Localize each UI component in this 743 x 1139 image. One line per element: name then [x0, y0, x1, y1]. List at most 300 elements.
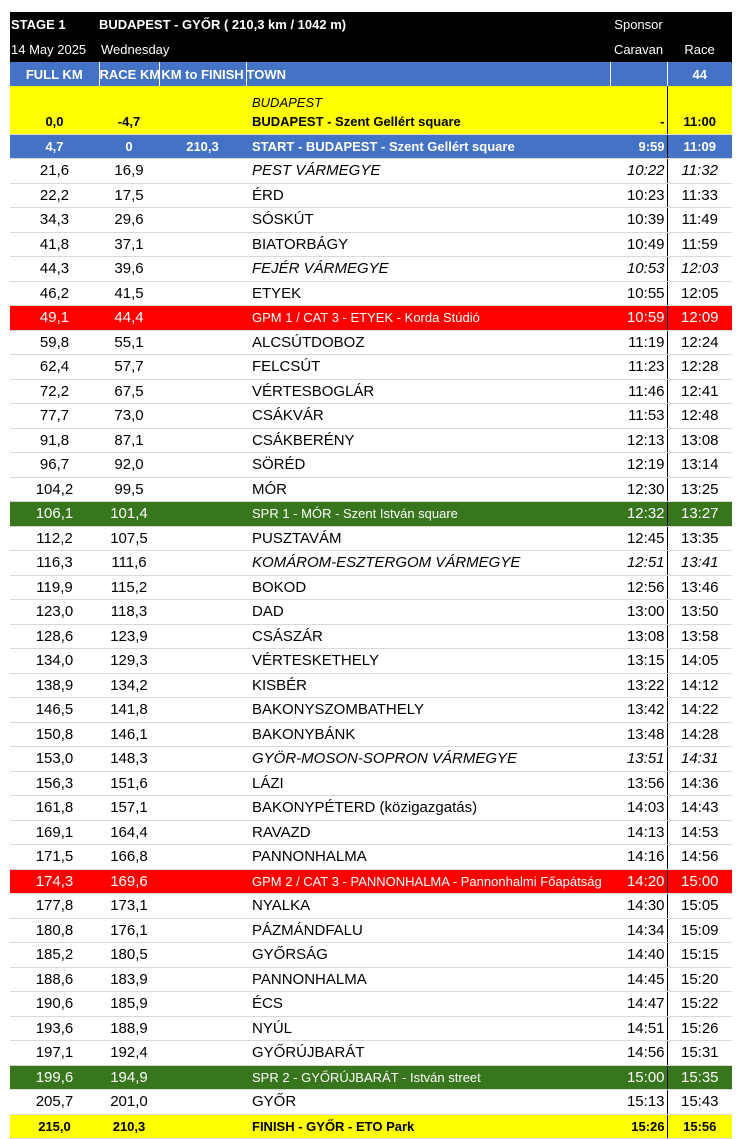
col-race-km: RACE KM [99, 62, 159, 86]
cell-race-time: 12:28 [667, 355, 732, 380]
cell-town: PÁZMÁNDFALU [246, 918, 610, 943]
cell-race-km: 87,1 [99, 428, 159, 453]
itinerary-table [10, 12, 732, 1139]
table-row [10, 649, 732, 674]
table-row [10, 1090, 732, 1115]
table-row [10, 551, 732, 576]
cell-town: CSÁKBERÉNY [246, 428, 610, 453]
cell-race-km: 101,4 [99, 502, 159, 527]
table-row [10, 134, 732, 159]
cell-race-km: 176,1 [99, 918, 159, 943]
cell-km-to-finish [159, 1016, 246, 1041]
cell-race-time: 13:08 [667, 428, 732, 453]
cell-caravan-time: 14:45 [610, 967, 667, 992]
table-row [10, 575, 732, 600]
cell-town: FINISH - GYŐR - ETO Park [246, 1114, 610, 1139]
cell-race-time: 13:41 [667, 551, 732, 576]
cell-full-km: 156,3 [10, 771, 99, 796]
cell-caravan-time: 11:23 [610, 355, 667, 380]
cell-race-time: 15:43 [667, 1090, 732, 1115]
cell-race-time: 13:14 [667, 453, 732, 478]
cell-km-to-finish [159, 477, 246, 502]
cell-full-km: 169,1 [10, 820, 99, 845]
cell-town: BAKONYSZOMBATHELY [246, 698, 610, 723]
cell-town: NYÚL [246, 1016, 610, 1041]
cell-race-km: 107,5 [99, 526, 159, 551]
cell-race-time: 11:59 [667, 232, 732, 257]
cell-full-km: 59,8 [10, 330, 99, 355]
cell-caravan-time: 12:45 [610, 526, 667, 551]
cell-caravan-time: 13:00 [610, 600, 667, 625]
cell-race-time: 15:31 [667, 1041, 732, 1066]
cell-race-km: 39,6 [99, 257, 159, 282]
table-row [10, 1114, 732, 1139]
cell-race-time: 14:12 [667, 673, 732, 698]
cell-full-km: 123,0 [10, 600, 99, 625]
cell-full-km: 174,3 [10, 869, 99, 894]
cell-race-time: 13:58 [667, 624, 732, 649]
cell-caravan-time: 15:13 [610, 1090, 667, 1115]
cell-race-km: 164,4 [99, 820, 159, 845]
table-row [10, 967, 732, 992]
cell-race-km: 146,1 [99, 722, 159, 747]
cell-town: START - BUDAPEST - Szent Gellért square [246, 134, 610, 159]
cell-km-to-finish [159, 992, 246, 1017]
cell-town: ALCSÚTDOBOZ [246, 330, 610, 355]
cell-race-km: 37,1 [99, 232, 159, 257]
cell-caravan-time: 10:39 [610, 208, 667, 233]
cell-race-km: 57,7 [99, 355, 159, 380]
cell-town: GPM 2 / CAT 3 - PANNONHALMA - Pannonhalmi Főapátság [246, 869, 610, 894]
cell-full-km: 138,9 [10, 673, 99, 698]
cell-caravan-time: 10:59 [610, 306, 667, 331]
cell-km-to-finish [159, 943, 246, 968]
cell-full-km: 34,3 [10, 208, 99, 233]
cell-race-km: 194,9 [99, 1065, 159, 1090]
cell-caravan-time: 13:42 [610, 698, 667, 723]
cell-town: KISBÉR [246, 673, 610, 698]
cell-caravan-time: 10:49 [610, 232, 667, 257]
table-row [10, 232, 732, 257]
cell-race-time: 13:27 [667, 502, 732, 527]
cell-caravan-time: 13:48 [610, 722, 667, 747]
cell-km-to-finish [159, 869, 246, 894]
cell-full-km: 72,2 [10, 379, 99, 404]
table-row [10, 796, 732, 821]
cell-km-to-finish [159, 551, 246, 576]
cell-race-km: 157,1 [99, 796, 159, 821]
table-row [10, 526, 732, 551]
sponsor-label: Sponsor [610, 12, 667, 37]
cell-km-to-finish [159, 722, 246, 747]
table-row [10, 673, 732, 698]
cell-race-time: 11:49 [667, 208, 732, 233]
cell-town: SPR 1 - MÓR - Szent István square [246, 502, 610, 527]
cell-caravan-time: 12:56 [610, 575, 667, 600]
table-row [10, 159, 732, 184]
cell-race-time: 12:41 [667, 379, 732, 404]
table-row [10, 918, 732, 943]
cell-race-time: 13:46 [667, 575, 732, 600]
cell-town: GYŐR [246, 1090, 610, 1115]
cell-race-time: 15:35 [667, 1065, 732, 1090]
cell-race-km: 115,2 [99, 575, 159, 600]
cell-full-km: 77,7 [10, 404, 99, 429]
cell-race-km: 41,5 [99, 281, 159, 306]
table-row [10, 355, 732, 380]
cell-town: BAKONYPÉTERD (közigazgatás) [246, 796, 610, 821]
cell-race-time: 15:15 [667, 943, 732, 968]
cell-town: SÓSKÚT [246, 208, 610, 233]
cell-town: KOMÁROM-ESZTERGOM VÁRMEGYE [246, 551, 610, 576]
table-row [10, 600, 732, 625]
cell-race-km: 0 [99, 134, 159, 159]
cell-km-to-finish [159, 428, 246, 453]
header-row-2 [10, 37, 732, 62]
table-row [10, 404, 732, 429]
table-row [10, 306, 732, 331]
cell-race-km: 173,1 [99, 894, 159, 919]
cell-full-km: 128,6 [10, 624, 99, 649]
cell-race-km: 123,9 [99, 624, 159, 649]
cell-caravan-time: 14:20 [610, 869, 667, 894]
cell-km-to-finish [159, 355, 246, 380]
cell-km-to-finish [159, 232, 246, 257]
cell-race-time: 13:35 [667, 526, 732, 551]
cell-km-to-finish [159, 845, 246, 870]
cell-full-km: 104,2 [10, 477, 99, 502]
table-row [10, 428, 732, 453]
cell-km-to-finish [159, 698, 246, 723]
cell-full-km: 21,6 [10, 159, 99, 184]
cell-race-km: 29,6 [99, 208, 159, 233]
col-km-to-finish: KM to FINISH [159, 62, 246, 86]
cell-race-time: 14:22 [667, 698, 732, 723]
cell-km-to-finish [159, 747, 246, 772]
table-row [10, 820, 732, 845]
column-header-row [10, 62, 732, 86]
stage-weekday: Wednesday [159, 37, 610, 62]
cell-race-km: 151,6 [99, 771, 159, 796]
cell-full-km: 190,6 [10, 992, 99, 1017]
cell-race-time: 15:56 [667, 1114, 732, 1139]
cell-full-km: 215,0 [10, 1114, 99, 1139]
cell-km-to-finish [159, 1114, 246, 1139]
cell-race-km: 192,4 [99, 1041, 159, 1066]
cell-caravan-time: 10:55 [610, 281, 667, 306]
cell-caravan-time: 12:13 [610, 428, 667, 453]
cell-km-to-finish [159, 771, 246, 796]
cell-race-km: 188,9 [99, 1016, 159, 1041]
caravan-label: Caravan [610, 37, 667, 62]
cell-full-km: 44,3 [10, 257, 99, 282]
cell-full-km: 180,8 [10, 918, 99, 943]
table-row [10, 992, 732, 1017]
cell-km-to-finish [159, 502, 246, 527]
cell-km-to-finish [159, 281, 246, 306]
table-row [10, 845, 732, 870]
table-row [10, 453, 732, 478]
table-row [10, 771, 732, 796]
cell-km-to-finish [159, 404, 246, 429]
cell-caravan-time: 11:19 [610, 330, 667, 355]
cell-km-to-finish [159, 967, 246, 992]
cell-town: FEJÉR VÁRMEGYE [246, 257, 610, 282]
cell-km-to-finish [159, 110, 246, 134]
col-speed: 44 [667, 62, 732, 86]
cell-caravan-time: - [610, 110, 667, 134]
cell-km-to-finish [159, 1041, 246, 1066]
cell-full-km: 41,8 [10, 232, 99, 257]
cell-km-to-finish [159, 159, 246, 184]
cell-full-km: 171,5 [10, 845, 99, 870]
cell-caravan-time: 14:47 [610, 992, 667, 1017]
cell-full-km: 62,4 [10, 355, 99, 380]
cell-race-km: 118,3 [99, 600, 159, 625]
cell-km-to-finish [159, 453, 246, 478]
cell-km-to-finish [159, 649, 246, 674]
cell-race-km: 16,9 [99, 159, 159, 184]
cell-full-km: 199,6 [10, 1065, 99, 1090]
cell-race-time: 14:05 [667, 649, 732, 674]
cell-race-km: 169,6 [99, 869, 159, 894]
cell-caravan-time: 9:59 [610, 134, 667, 159]
cell-caravan-time: 11:53 [610, 404, 667, 429]
cell-town: ÉCS [246, 992, 610, 1017]
cell-km-to-finish [159, 183, 246, 208]
cell-race-time: 11:00 [667, 110, 732, 134]
cell-caravan-time: 13:08 [610, 624, 667, 649]
cell-race-time: 15:09 [667, 918, 732, 943]
cell-full-km: 146,5 [10, 698, 99, 723]
cell-race-time: 15:20 [667, 967, 732, 992]
table-row [10, 1016, 732, 1041]
cell-race-time: 12:09 [667, 306, 732, 331]
cell-km-to-finish [159, 575, 246, 600]
cell-caravan-time: 14:13 [610, 820, 667, 845]
cell-race-time: 13:25 [667, 477, 732, 502]
cell-race-time: 14:36 [667, 771, 732, 796]
cell-caravan-time: 14:30 [610, 894, 667, 919]
cell-full-km: 106,1 [10, 502, 99, 527]
cell-race-time: 15:05 [667, 894, 732, 919]
cell-town: RAVAZD [246, 820, 610, 845]
cell-town: BAKONYBÁNK [246, 722, 610, 747]
cell-town: PANNONHALMA [246, 845, 610, 870]
cell-race-time: 14:53 [667, 820, 732, 845]
cell-km-to-finish [159, 379, 246, 404]
table-row [10, 281, 732, 306]
cell-caravan-time: 12:30 [610, 477, 667, 502]
cell-km-to-finish [159, 1090, 246, 1115]
cell-full-km: 116,3 [10, 551, 99, 576]
cell-race-km: 44,4 [99, 306, 159, 331]
cell-town: BIATORBÁGY [246, 232, 610, 257]
cell-town: PEST VÁRMEGYE [246, 159, 610, 184]
table-row [10, 1041, 732, 1066]
cell-km-to-finish [159, 526, 246, 551]
cell-race-km: -4,7 [99, 110, 159, 134]
cell-caravan-time: 11:46 [610, 379, 667, 404]
cell-race-km: 67,5 [99, 379, 159, 404]
cell-full-km: 119,9 [10, 575, 99, 600]
table-row [10, 624, 732, 649]
cell-race-time: 12:05 [667, 281, 732, 306]
stage-label: STAGE 1 [10, 12, 99, 37]
cell-race-km: 185,9 [99, 992, 159, 1017]
cell-caravan-time: 10:23 [610, 183, 667, 208]
table-row [10, 110, 732, 134]
cell-race-km: 73,0 [99, 404, 159, 429]
table-row [10, 330, 732, 355]
cell-town: PUSZTAVÁM [246, 526, 610, 551]
cell-full-km: 0,0 [10, 110, 99, 134]
cell-caravan-time: 14:16 [610, 845, 667, 870]
cell-race-km: 166,8 [99, 845, 159, 870]
table-row [10, 1065, 732, 1090]
cell-km-to-finish [159, 1065, 246, 1090]
stage-date: 14 May 2025 [10, 37, 159, 62]
cell-caravan-time: 13:56 [610, 771, 667, 796]
cell-race-km: 134,2 [99, 673, 159, 698]
cell-caravan-time: 14:40 [610, 943, 667, 968]
cell-km-to-finish [159, 257, 246, 282]
cell-race-time: 11:09 [667, 134, 732, 159]
table-row [10, 943, 732, 968]
cell-town: CSÁKVÁR [246, 404, 610, 429]
cell-km-to-finish [159, 820, 246, 845]
cell-caravan-time: 12:51 [610, 551, 667, 576]
cell-town: CSÁSZÁR [246, 624, 610, 649]
cell-caravan-time: 14:56 [610, 1041, 667, 1066]
cell-full-km: 49,1 [10, 306, 99, 331]
cell-town: ÉRD [246, 183, 610, 208]
cell-town: BUDAPEST - Szent Gellért square [246, 110, 610, 134]
cell-race-time: 13:50 [667, 600, 732, 625]
cell-full-km: 177,8 [10, 894, 99, 919]
cell-km-to-finish [159, 306, 246, 331]
cell-caravan-time: 14:34 [610, 918, 667, 943]
cell-town: SÖRÉD [246, 453, 610, 478]
cell-km-to-finish [159, 918, 246, 943]
table-row [10, 183, 732, 208]
cell-town: GYŐRÚJBARÁT [246, 1041, 610, 1066]
cell-caravan-time: 12:19 [610, 453, 667, 478]
cell-km-to-finish: 210,3 [159, 134, 246, 159]
table-row [10, 722, 732, 747]
cell-town: NYALKA [246, 894, 610, 919]
route-title: BUDAPEST - GYŐR ( 210,3 km / 1042 m) [99, 12, 610, 37]
cell-race-time: 15:22 [667, 992, 732, 1017]
cell-km-to-finish [159, 330, 246, 355]
cell-caravan-time: 13:22 [610, 673, 667, 698]
cell-race-km: 55,1 [99, 330, 159, 355]
cell-town: BOKOD [246, 575, 610, 600]
cell-race-time: 12:48 [667, 404, 732, 429]
cell-caravan-time: 15:26 [610, 1114, 667, 1139]
cell-race-time: 14:28 [667, 722, 732, 747]
cell-race-km: 183,9 [99, 967, 159, 992]
cell-town: GYŐRSÁG [246, 943, 610, 968]
table-row [10, 379, 732, 404]
cell-km-to-finish [159, 624, 246, 649]
cell-race-time: 14:31 [667, 747, 732, 772]
cell-full-km: 4,7 [10, 134, 99, 159]
cell-town: GYÖR-MOSON-SOPRON VÁRMEGYE [246, 747, 610, 772]
table-row [10, 869, 732, 894]
cell-race-time: 14:56 [667, 845, 732, 870]
cell-town: ETYEK [246, 281, 610, 306]
itinerary-sheet [10, 12, 732, 1139]
table-row [10, 257, 732, 282]
cell-race-time: 11:32 [667, 159, 732, 184]
cell-full-km: 150,8 [10, 722, 99, 747]
race-label: Race [667, 37, 732, 62]
cell-town: PANNONHALMA [246, 967, 610, 992]
cell-caravan-time: 13:51 [610, 747, 667, 772]
cell-km-to-finish [159, 600, 246, 625]
cell-race-km: 99,5 [99, 477, 159, 502]
table-row [10, 747, 732, 772]
cell-race-time: 15:00 [667, 869, 732, 894]
cell-race-km: 210,3 [99, 1114, 159, 1139]
cell-race-km: 201,0 [99, 1090, 159, 1115]
cell-full-km: 188,6 [10, 967, 99, 992]
cell-caravan-time: 10:22 [610, 159, 667, 184]
cell-caravan-time: 13:15 [610, 649, 667, 674]
table-row [10, 894, 732, 919]
cell-full-km: 91,8 [10, 428, 99, 453]
cell-town: DAD [246, 600, 610, 625]
cell-race-km: 148,3 [99, 747, 159, 772]
city-label: BUDAPEST [246, 86, 610, 110]
cell-km-to-finish [159, 673, 246, 698]
cell-race-time: 12:03 [667, 257, 732, 282]
cell-full-km: 96,7 [10, 453, 99, 478]
cell-full-km: 197,1 [10, 1041, 99, 1066]
cell-town: SPR 2 - GYŐRÚJBARÁT - István street [246, 1065, 610, 1090]
cell-race-km: 129,3 [99, 649, 159, 674]
cell-caravan-time: 15:00 [610, 1065, 667, 1090]
cell-town: LÁZI [246, 771, 610, 796]
cell-race-km: 141,8 [99, 698, 159, 723]
cell-race-time: 14:43 [667, 796, 732, 821]
cell-full-km: 161,8 [10, 796, 99, 821]
cell-full-km: 205,7 [10, 1090, 99, 1115]
cell-race-km: 111,6 [99, 551, 159, 576]
cell-race-km: 92,0 [99, 453, 159, 478]
table-row [10, 208, 732, 233]
cell-race-time: 15:26 [667, 1016, 732, 1041]
cell-caravan-time: 12:32 [610, 502, 667, 527]
table-row [10, 477, 732, 502]
col-full-km: FULL KM [10, 62, 99, 86]
cell-town: VÉRTESKETHELY [246, 649, 610, 674]
cell-town: MÓR [246, 477, 610, 502]
cell-race-km: 17,5 [99, 183, 159, 208]
col-town: TOWN [246, 62, 610, 86]
cell-caravan-time: 10:53 [610, 257, 667, 282]
cell-caravan-time: 14:51 [610, 1016, 667, 1041]
cell-town: FELCSÚT [246, 355, 610, 380]
cell-full-km: 46,2 [10, 281, 99, 306]
table-row [10, 698, 732, 723]
cell-full-km: 112,2 [10, 526, 99, 551]
cell-km-to-finish [159, 894, 246, 919]
cell-full-km: 153,0 [10, 747, 99, 772]
cell-km-to-finish [159, 208, 246, 233]
cell-race-time: 12:24 [667, 330, 732, 355]
